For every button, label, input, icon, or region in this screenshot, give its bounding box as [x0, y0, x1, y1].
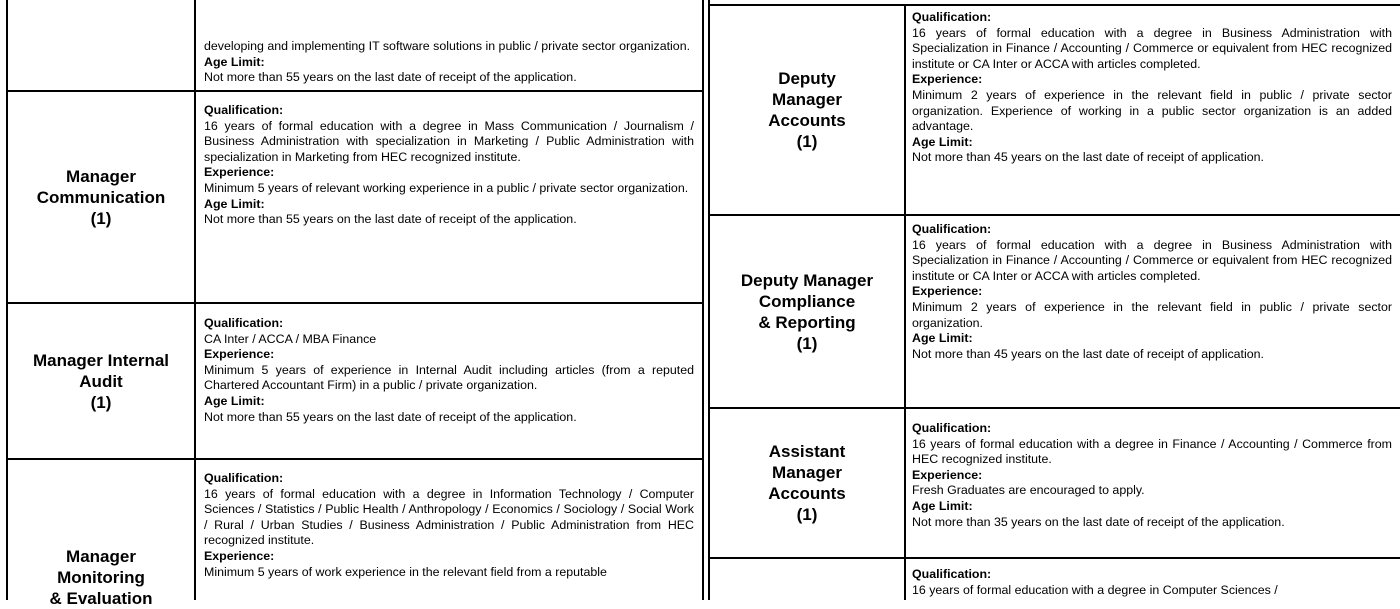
continued-text: developing and implementing IT software solutions in public / private sector organization.	[204, 39, 691, 54]
qualification-heading: Qualification:	[204, 103, 284, 117]
position-title: Manager Communication (1)	[8, 92, 196, 302]
job-row-deputy-manager-compliance	[710, 216, 1400, 409]
qualification-heading: Qualification:	[912, 10, 992, 24]
job-row-manager-monitoring-evaluation	[8, 460, 702, 608]
experience-heading: Experience:	[204, 548, 275, 563]
details-cell	[906, 6, 1400, 214]
experience-text: Minimum 5 years of experience in Internal Audit including articles (from a reputed Chartered Accountant Firm) in a public / private organization.	[204, 362, 694, 393]
qualification-heading: Qualification:	[912, 421, 992, 435]
qualification-text: 16 years of formal education with a degree in Business Administration with Specialization in Finance / Accounting / Commerce or equivalent from HEC recognized institute or CA Inter or ACCA with articles completed.	[912, 237, 1392, 283]
job-row-assistant-manager-accounts	[710, 409, 1400, 559]
experience-heading: Experience:	[912, 72, 983, 87]
experience-text: Minimum 5 years of relevant working experience in a public / private sector organization.	[204, 180, 689, 195]
details-cell	[906, 216, 1400, 407]
job-row-manager-internal-audit	[8, 304, 702, 460]
position-cell	[8, 0, 196, 90]
age-limit-heading: Age Limit:	[912, 331, 973, 346]
qualification-heading: Qualification:	[204, 471, 284, 485]
experience-text: Minimum 2 years of experience in the relevant field in public / private sector organization. Experience of working in a public sector organization is an added advantage.	[912, 87, 1392, 134]
age-limit-text: Not more than 55 years on the last date of receipt of the application.	[204, 212, 577, 227]
job-row-manager-communication	[8, 92, 702, 304]
experience-heading: Experience:	[912, 284, 983, 299]
left-jobs-table	[6, 0, 704, 608]
age-limit-heading: Age Limit:	[204, 54, 265, 69]
age-limit-text: Not more than 55 years on the last date of receipt of the application.	[204, 70, 577, 85]
age-limit-heading: Age Limit:	[204, 393, 265, 408]
position-title: Deputy Manager Compliance & Reporting (1)	[710, 216, 906, 407]
age-limit-text: Not more than 55 years on the last date of receipt of the application.	[204, 409, 577, 424]
position-cell	[710, 559, 906, 600]
details-cell	[196, 304, 702, 458]
job-row	[710, 559, 1400, 600]
position-title: Deputy Manager Accounts (1)	[710, 6, 906, 214]
age-limit-heading: Age Limit:	[912, 498, 973, 513]
qualification-text: 16 years of formal education with a degree in Finance / Accounting / Commerce from HEC recognized institute.	[912, 436, 1392, 467]
job-row	[8, 0, 702, 92]
qualification-text: 16 years of formal education with a degree in Computer Sciences /	[912, 582, 1278, 597]
details-cell	[196, 92, 702, 302]
experience-text: Minimum 2 years of experience in the relevant field in public / private sector organization.	[912, 299, 1392, 330]
job-row-deputy-manager-accounts	[710, 4, 1400, 216]
experience-heading: Experience:	[204, 347, 275, 362]
qualification-text: CA Inter / ACCA / MBA Finance	[204, 331, 377, 346]
age-limit-text: Not more than 45 years on the last date of receipt of application.	[912, 150, 1264, 165]
age-limit-text: Not more than 35 years on the last date of receipt of the application.	[912, 514, 1285, 529]
qualification-text: 16 years of formal education with a degree in Business Administration with Specialization in Finance / Accounting / Commerce or equivalent from HEC recognized institute or CA Inter or ACCA with articles completed.	[912, 25, 1392, 71]
experience-heading: Experience:	[912, 467, 983, 482]
qualification-heading: Qualification:	[912, 222, 992, 236]
experience-text: Minimum 5 years of work experience in the relevant field from a reputable	[204, 564, 607, 579]
age-limit-text: Not more than 45 years on the last date of receipt of application.	[912, 346, 1264, 361]
qualification-heading: Qualification:	[204, 316, 284, 330]
details-cell	[906, 409, 1400, 557]
age-limit-heading: Age Limit:	[912, 134, 973, 149]
position-title: Manager Internal Audit (1)	[8, 304, 196, 458]
age-limit-heading: Age Limit:	[204, 196, 265, 211]
qualification-text: 16 years of formal education with a degree in Information Technology / Computer Sciences / Statistics / Public Health / Anthropology / Economics / Sociology / Social Work / Rural / Urban Studies / Business Administration / Public Administration from HEC recognized institute.	[204, 486, 694, 548]
position-title: Manager Monitoring & Evaluation	[8, 460, 196, 600]
experience-heading: Experience:	[204, 165, 275, 180]
right-jobs-table	[708, 0, 1400, 600]
qualification-text: 16 years of formal education with a degree in Mass Communication / Journalism / Business Administration with specialization in Marketing / Public Administration with specialization in Marketing from HEC recognized institute.	[204, 118, 694, 164]
details-cell	[906, 559, 1400, 600]
details-cell	[196, 460, 702, 600]
qualification-heading: Qualification:	[912, 567, 992, 581]
experience-text: Fresh Graduates are encouraged to apply.	[912, 483, 1145, 498]
details-cell	[196, 0, 702, 90]
position-title: Assistant Manager Accounts (1)	[710, 409, 906, 557]
